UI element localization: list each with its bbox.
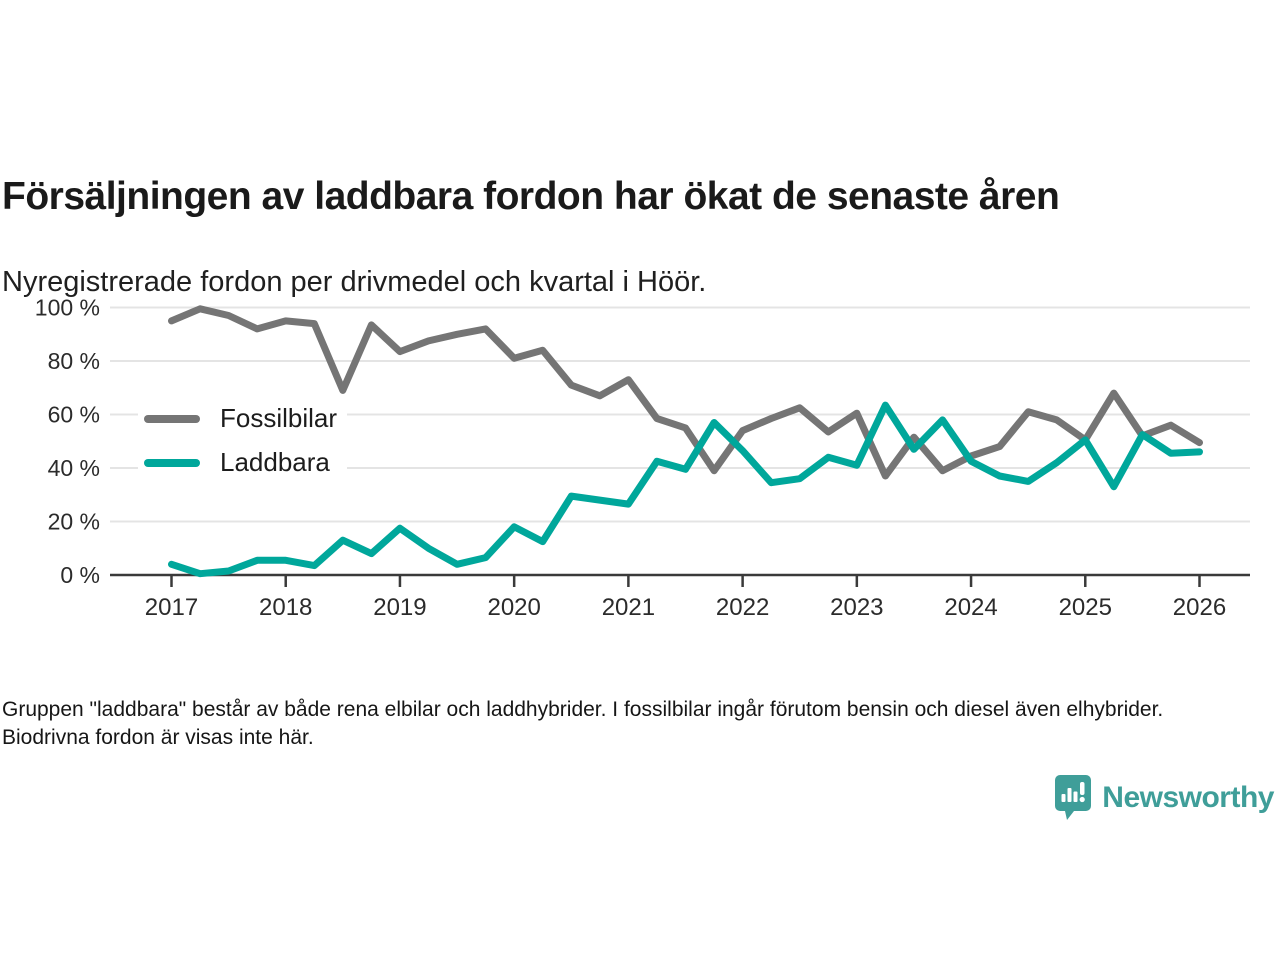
newsworthy-branding xyxy=(1054,774,1274,821)
legend-label-laddbara: Laddbara xyxy=(220,447,330,477)
x-axis-tick-label: 2018 xyxy=(259,594,313,621)
x-axis-tick-label: 2022 xyxy=(715,594,770,621)
y-axis-tick-label: 0 % xyxy=(60,562,100,588)
laddbara-line-swatch xyxy=(144,459,200,467)
x-axis-tick-label: 2021 xyxy=(601,594,656,621)
fossilbilar-line-swatch xyxy=(144,415,200,423)
y-axis-tick-label: 60 % xyxy=(47,401,100,428)
y-axis-tick-label: 40 % xyxy=(47,455,100,481)
x-axis-tick-label: 2024 xyxy=(944,594,998,621)
legend-label-fossilbilar: Fossilbilar xyxy=(220,403,338,433)
legend-item-fossilbilar xyxy=(144,403,337,434)
x-axis-tick-label: 2019 xyxy=(373,594,427,621)
y-axis-tick-label: 80 % xyxy=(47,348,100,374)
chart-subtitle: Nyregistrerade fordon per drivmedel och kvartal i Höör. xyxy=(2,266,707,298)
y-axis-tick-label: 20 % xyxy=(47,508,100,535)
newsworthy-logo-icon xyxy=(1054,774,1092,821)
y-axis-tick-label: 100 % xyxy=(34,294,100,321)
legend-item-laddbara xyxy=(144,447,337,478)
x-axis-tick-label: 2023 xyxy=(830,594,884,621)
chart-footnote: Gruppen "laddbara" består av både rena elbilar och laddhybrider. I fossilbilar ingår förutom bensin och diesel även elhybrider. Biodrivna fordon är visas inte här. xyxy=(2,698,1164,749)
page-title: Försäljningen av laddbara fordon har ökat de senaste åren xyxy=(2,175,1060,219)
x-axis-tick-label: 2017 xyxy=(144,594,199,621)
x-axis-tick-label: 2026 xyxy=(1172,594,1227,621)
x-axis-tick-label: 2025 xyxy=(1058,594,1112,621)
x-axis-tick-label: 2020 xyxy=(487,594,541,621)
newsworthy-wordmark: Newsworthy xyxy=(1102,780,1274,814)
chart-legend xyxy=(138,399,347,484)
